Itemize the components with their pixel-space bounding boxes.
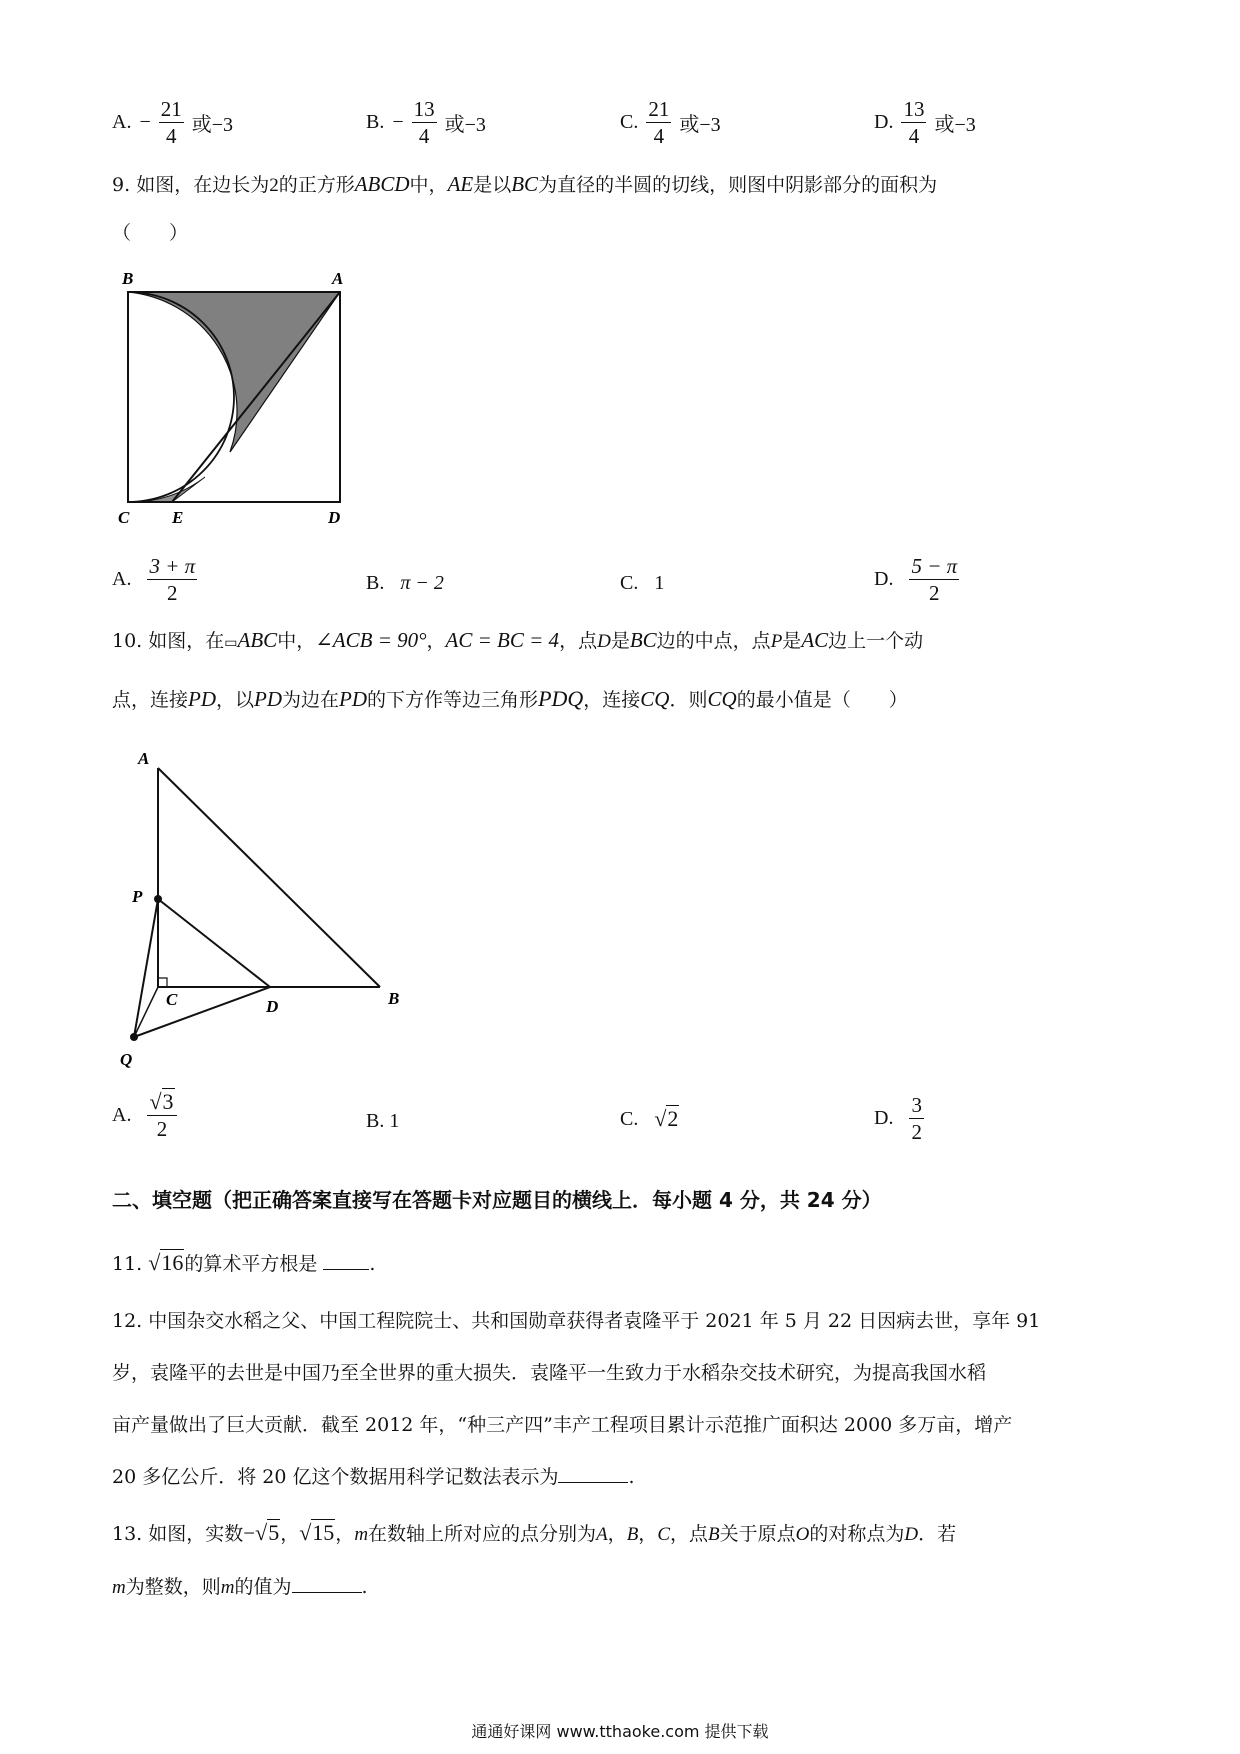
stem-text: . (628, 1466, 635, 1488)
option-tail: 或−3 (444, 114, 486, 137)
label-c: C (166, 990, 178, 1009)
stem-text: 的值为 (234, 1576, 292, 1598)
shaded-region-lower (128, 477, 205, 502)
option-label: B. (366, 572, 385, 594)
option-label: A. (112, 111, 132, 134)
stem-text: . (361, 1576, 368, 1598)
math-pdq: PDQ (538, 686, 584, 711)
sqrt: √16 (148, 1250, 184, 1275)
q10-figure (110, 740, 430, 1070)
q13-line1 (112, 1520, 956, 1547)
shaded-region-upper (128, 292, 340, 452)
math-bc: BC (629, 628, 657, 652)
math-pd: PD (339, 687, 368, 711)
q12-line1: 12. 中国杂交水稻之父、中国工程院院士、共和国勋章获得者袁隆平于 2021 年 5 月 22 日因病去世，享年 91 (112, 1310, 1041, 1332)
q11-stem (112, 1250, 375, 1276)
math-d: D (597, 631, 611, 652)
math-o: O (795, 1524, 810, 1545)
side-ab (158, 768, 380, 987)
option-tail: 或−3 (191, 114, 234, 137)
math-m: m (354, 1524, 369, 1545)
stem-text: 为直径的半圆的切线，则图中阴影部分的面积为 (538, 174, 938, 196)
stem-text: 的最小值是（ ） (736, 689, 908, 711)
q9-figure (110, 262, 360, 532)
option-label: D. (874, 111, 894, 134)
stem-text: 如图，实数 (148, 1523, 244, 1545)
math-abcd: ABCD (354, 172, 410, 196)
q9-answer-paren: （ ） (112, 222, 189, 244)
answer-blank[interactable] (292, 1591, 362, 1593)
q9-stem (112, 172, 937, 198)
stem-text: 关于原点 (719, 1523, 796, 1545)
q10-stem-line2 (112, 686, 908, 712)
stem-text: . (369, 1253, 376, 1275)
math-cq: CQ (640, 687, 670, 711)
math-p: P (770, 631, 783, 652)
sign: − (392, 111, 404, 134)
segment-pd (158, 899, 270, 987)
fraction: $\frac{3 + \pi}{2}$ (149, 554, 196, 606)
stem-text: ， (638, 1523, 658, 1545)
label-d: D (328, 508, 341, 527)
option-label: D. (874, 1107, 894, 1130)
fraction: $\frac{13}{4}$ (903, 97, 925, 149)
stem-text: ，连接 (583, 689, 641, 711)
math-bc: BC (511, 172, 539, 196)
q10-option-d[interactable] (874, 1094, 924, 1143)
stem-text: 如图，在边长为 (136, 174, 270, 196)
option-label: D. (874, 568, 894, 591)
math-c: C (657, 1524, 670, 1545)
math-ae: AE (447, 172, 474, 196)
stem-text: ，点 (559, 630, 598, 652)
answer-blank[interactable] (323, 1268, 369, 1270)
option-label: A. (112, 568, 132, 591)
point-p (154, 895, 162, 903)
q13-line2 (112, 1576, 368, 1600)
q8-option-c[interactable] (620, 98, 721, 147)
stem-text: 是 (782, 630, 802, 652)
q12-line3: 亩产量做出了巨大贡献．截至 2012 年，“种三产四”丰产工程项目累计示范推广面积达 2000 多万亩，增产 (112, 1414, 1013, 1436)
q12-line2: 岁，袁隆平的去世是中国乃至全世界的重大损失．袁隆平一生致力于水稻杂交技术研究，为提高我国水稻 (112, 1362, 987, 1384)
stem-text: 中， (277, 630, 316, 652)
label-d: D (266, 997, 279, 1016)
right-triangle-symbol: ▭ (224, 635, 238, 651)
stem-text: 为整数，则 (125, 1576, 221, 1598)
q10-stem-line1 (112, 628, 923, 654)
math-b: B (708, 1524, 720, 1545)
label-e: E (172, 508, 184, 527)
option-value: π − 2 (400, 572, 444, 594)
option-value: 1 (654, 572, 665, 594)
stem-text: 边上一个动 (828, 630, 924, 652)
option-tail: 或−3 (679, 114, 721, 137)
stem-text: 如图，在 (148, 630, 225, 652)
sqrt: √15 (299, 1520, 335, 1545)
math-pd: PD (188, 687, 217, 711)
fraction: $\frac{√3}{2}$ (147, 1090, 176, 1140)
stem-text: 20 多亿公斤．将 20 亿这个数据用科学记数法表示为 (112, 1466, 559, 1488)
label-a: A (138, 749, 150, 768)
fraction: $\frac{21}{4}$ (160, 97, 182, 149)
stem-text: 的算术平方根是 (184, 1253, 318, 1275)
label-q: Q (120, 1050, 133, 1069)
point-q (130, 1033, 138, 1041)
option-label: A. (112, 1103, 132, 1126)
math-a: A (596, 1524, 608, 1545)
option-text: B. 1 (366, 1110, 400, 1132)
segment-pq (134, 899, 158, 1037)
fraction: $\frac{3}{2}$ (911, 1093, 922, 1145)
q9-option-b[interactable] (366, 572, 444, 595)
stem-text: ，点 (670, 1523, 709, 1545)
stem-text: 边的中点，点 (656, 630, 771, 652)
question-number: 10. (112, 630, 143, 652)
q9-option-a[interactable] (112, 555, 197, 604)
q10-option-c[interactable] (620, 1106, 679, 1132)
q8-option-b[interactable] (366, 98, 486, 147)
stem-text: 为边在 (282, 689, 340, 711)
stem-text: ， (607, 1523, 627, 1545)
answer-blank[interactable] (558, 1481, 628, 1483)
stem-text: 在数轴上所对应的点分别为 (368, 1523, 597, 1545)
stem-text: 的下方作等边三角形 (367, 689, 539, 711)
math-pd: PD (254, 687, 283, 711)
q9-option-c[interactable] (620, 572, 664, 595)
math-abc: ABC (237, 628, 278, 652)
stem-text: ， (335, 1523, 355, 1545)
stem-text: 的对称点为 (809, 1523, 905, 1545)
math-b: B (626, 1524, 639, 1545)
math-m: m (112, 1577, 126, 1598)
question-number: 11. (112, 1253, 143, 1275)
page-footer: 通通好课网 www.tthaoke.com 提供下载 (471, 1722, 769, 1741)
label-c: C (118, 508, 130, 527)
label-b: B (388, 989, 400, 1008)
stem-text: 中， (409, 174, 448, 196)
fraction: $\frac{21}{4}$ (648, 97, 670, 149)
stem-text: 是以 (473, 174, 512, 196)
q10-option-b[interactable] (366, 1110, 399, 1133)
math-ac: AC (801, 628, 829, 652)
stem-text: ，以 (216, 689, 255, 711)
label-p: P (132, 887, 143, 906)
stem-text: ， (280, 1523, 300, 1545)
minus-sign: − (243, 1521, 256, 1545)
math-cq: CQ (707, 687, 737, 711)
stem-text: ， (426, 630, 446, 652)
option-label: C. (620, 111, 639, 134)
stem-text: ．则 (669, 689, 708, 711)
option-label: C. (620, 572, 639, 594)
math-equation: AC = BC = 4 (445, 628, 560, 652)
math-d: D (904, 1524, 919, 1545)
math-angle: ∠ACB = 90° (315, 628, 427, 652)
right-angle-mark (158, 978, 167, 987)
q8-option-d[interactable] (874, 98, 976, 147)
option-label: C. (620, 1107, 639, 1130)
sign: − (139, 111, 151, 134)
stem-text: 的正方形 (278, 174, 355, 196)
math-m: m (220, 1577, 235, 1598)
stem-text: ．若 (918, 1523, 957, 1545)
sqrt: √5 (255, 1520, 280, 1545)
stem-value: 2 (269, 175, 279, 196)
q9-option-d[interactable] (874, 555, 959, 604)
q12-line4 (112, 1466, 635, 1489)
section-heading: 二、填空题（把正确答案直接写在答题卡对应题目的横线上．每小题 4 分，共 24 分） (112, 1188, 882, 1212)
fraction: $\frac{13}{4}$ (413, 97, 435, 149)
question-number: 13. (112, 1523, 143, 1545)
question-number: 9. (112, 174, 131, 196)
label-a: A (332, 269, 344, 288)
label-b: B (122, 269, 134, 288)
fraction: $\frac{5 - \pi}{2}$ (911, 554, 958, 606)
option-label: B. (366, 111, 385, 134)
option-tail: 或−3 (934, 114, 976, 137)
stem-text: 是 (610, 630, 630, 652)
stem-text: 点，连接 (112, 689, 189, 711)
q10-option-a[interactable] (112, 1090, 177, 1140)
sqrt: √3 (149, 1089, 174, 1114)
sqrt: √2 (654, 1106, 679, 1131)
q8-option-a[interactable] (112, 98, 233, 147)
